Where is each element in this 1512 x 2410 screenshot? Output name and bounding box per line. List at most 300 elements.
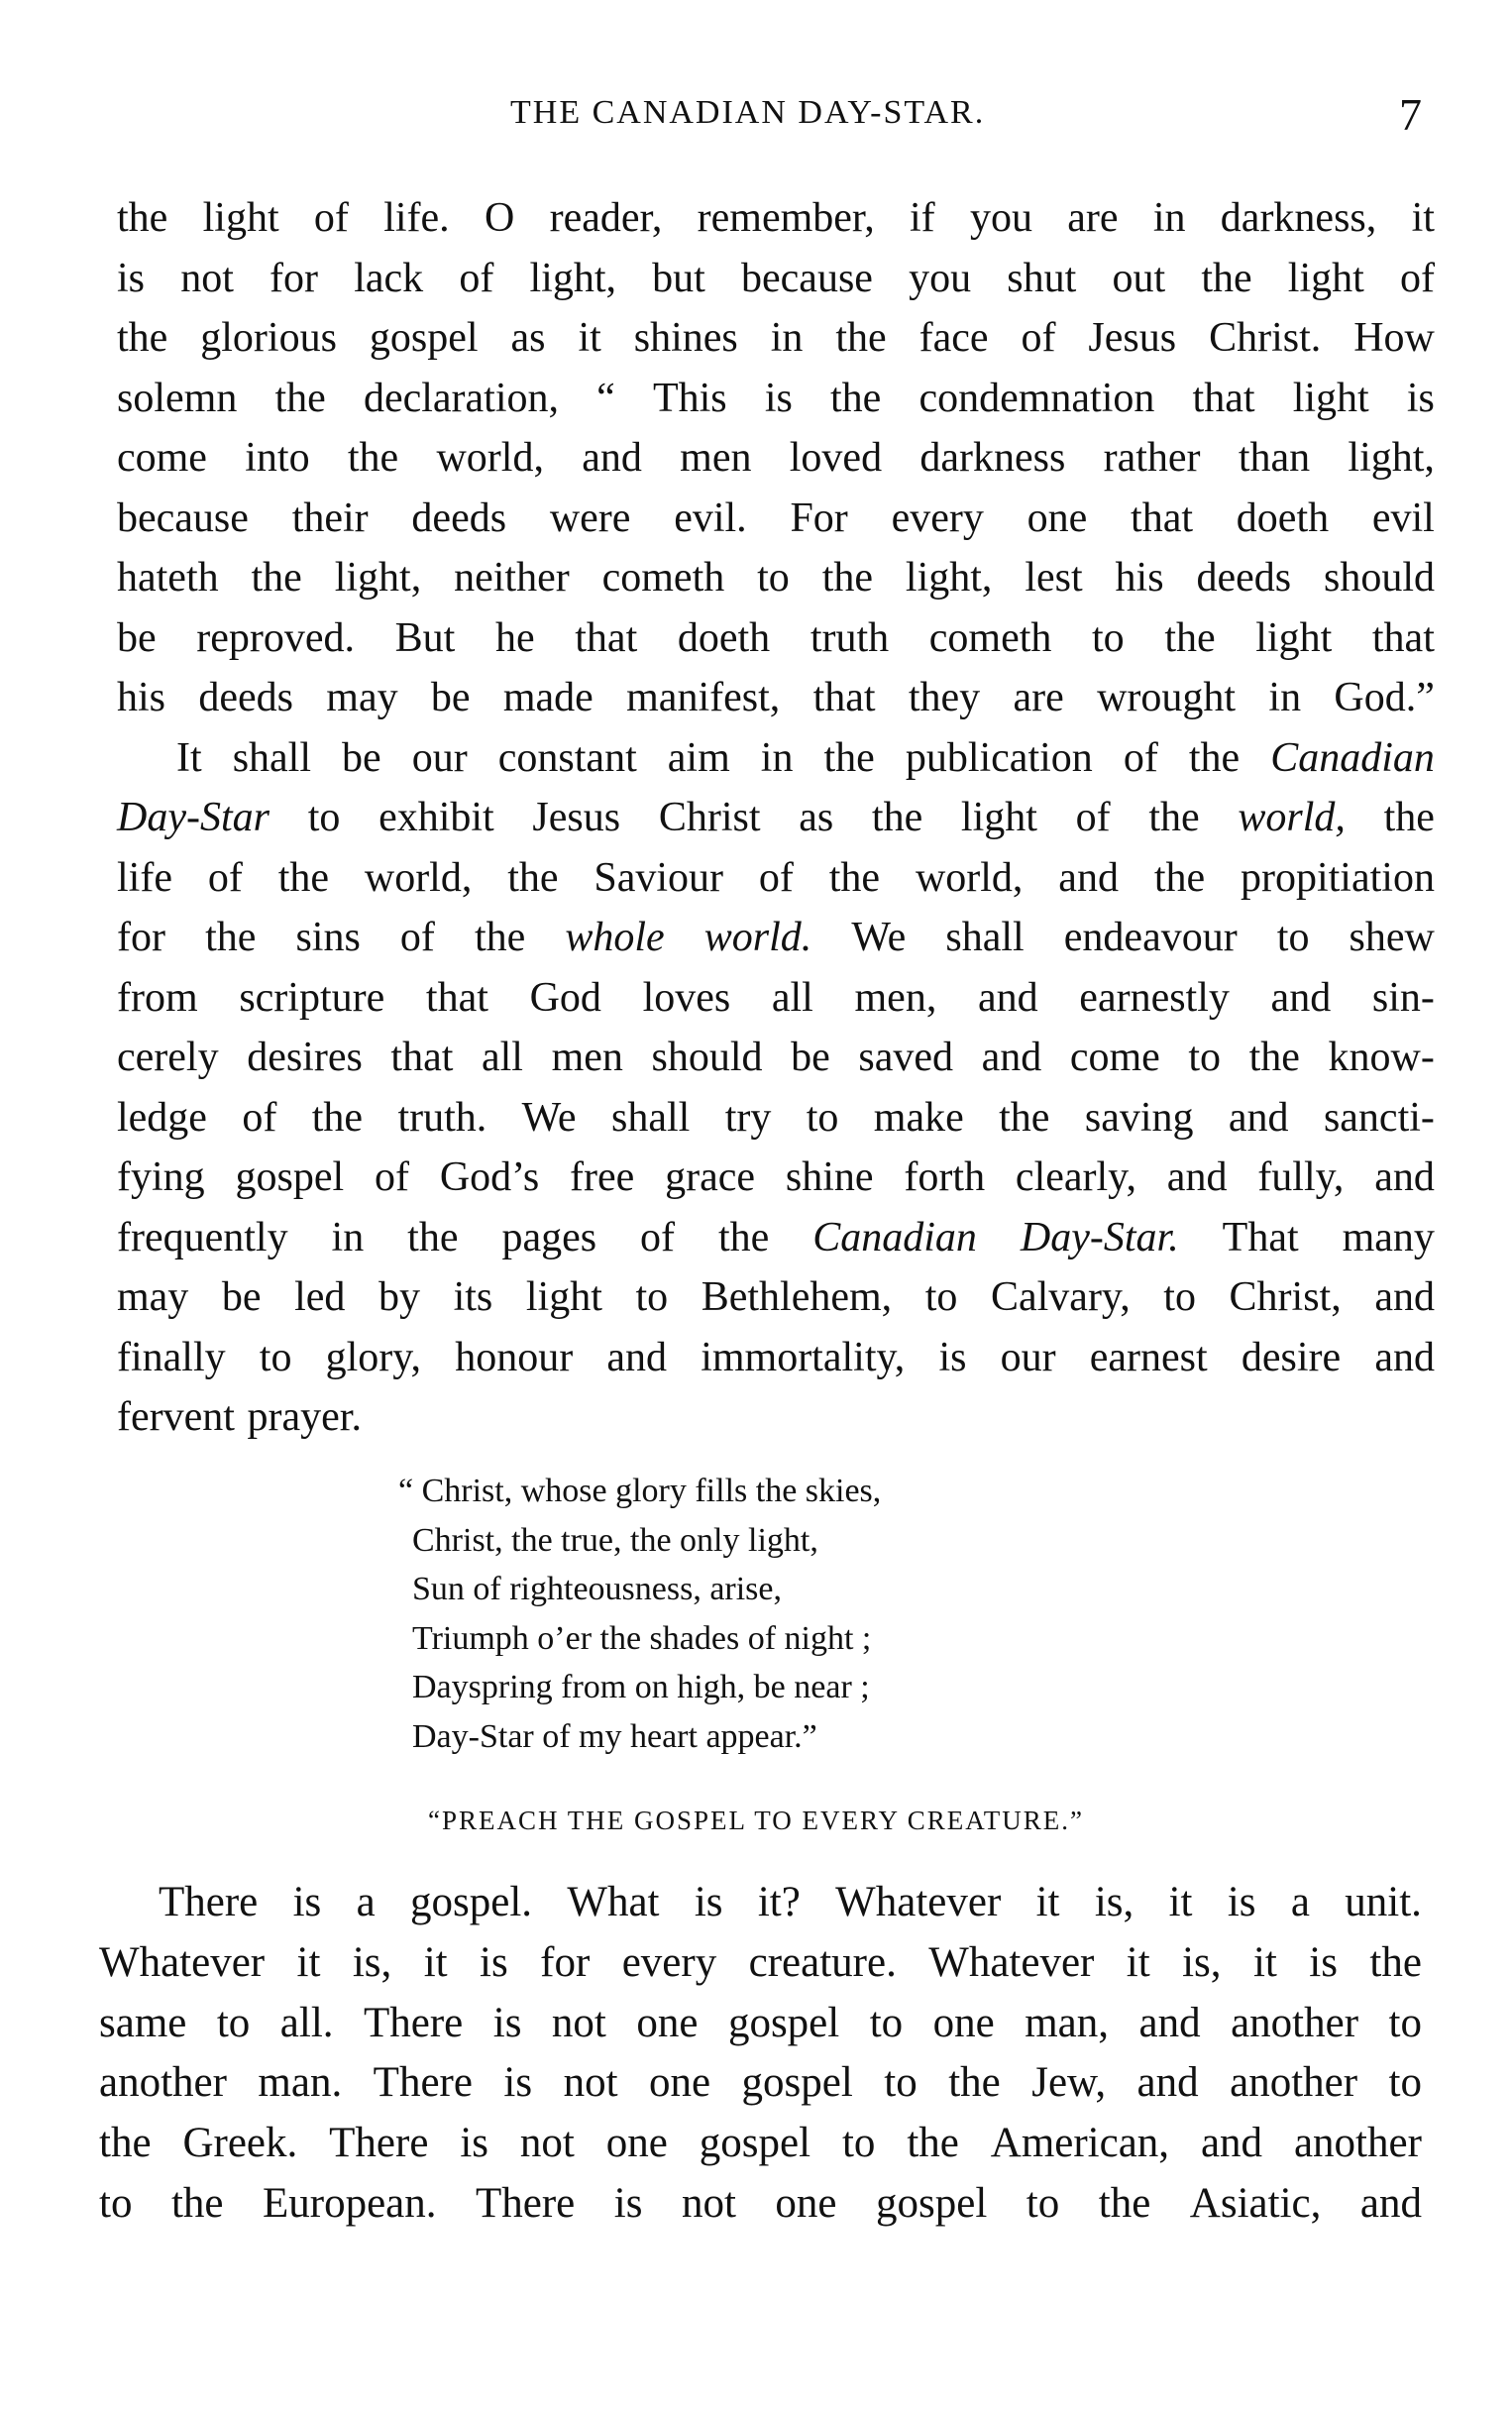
text-line [117, 908, 1435, 968]
word: and [1058, 854, 1119, 901]
word: world, [364, 854, 473, 901]
word: all [482, 1035, 523, 1080]
text-line [117, 1387, 1435, 1448]
word: reader, [549, 195, 663, 241]
word: Bethlehem, [701, 1274, 893, 1320]
word: man. [258, 2059, 343, 2107]
word: its [453, 1274, 493, 1320]
word: are [1013, 675, 1064, 720]
word: and [1136, 2059, 1199, 2107]
word: the [835, 315, 887, 361]
word: is [694, 1879, 723, 1925]
word: the [170, 2179, 224, 2227]
word: try [724, 1094, 772, 1141]
word: shall [232, 734, 312, 781]
word: shall [610, 1094, 691, 1141]
word: that [1192, 375, 1255, 421]
word: is [503, 2059, 533, 2107]
word: and [582, 435, 642, 481]
word: another [99, 2059, 227, 2107]
word: the [1098, 2179, 1151, 2227]
word: face [918, 315, 989, 361]
word: and [606, 1334, 668, 1380]
word: that [1131, 494, 1194, 541]
word: is [1406, 375, 1435, 421]
paragraph-aim [117, 728, 1435, 1448]
text-line [117, 308, 1435, 369]
word: is, [352, 1938, 392, 1986]
word: the [948, 2059, 1001, 2107]
word: the [1148, 795, 1200, 840]
word: shine [785, 1154, 874, 1200]
word: God’s [439, 1154, 540, 1200]
word: fervent [117, 1394, 235, 1440]
word: the [823, 734, 875, 781]
word: gospel [876, 2179, 988, 2227]
word: in [331, 1214, 365, 1260]
word: light, [1348, 435, 1435, 481]
word: is [764, 375, 793, 421]
word: one [775, 2179, 837, 2227]
word: “ [596, 375, 615, 421]
word: to [924, 1274, 958, 1320]
word: the [1188, 734, 1241, 781]
word: were [549, 494, 631, 541]
word: the [829, 375, 882, 421]
word: and [1374, 1334, 1435, 1380]
text-line [117, 1028, 1435, 1088]
word: the [474, 915, 526, 960]
word: loves [642, 974, 731, 1021]
word: world, [436, 435, 544, 481]
word: to [259, 1334, 292, 1380]
word: it [296, 1938, 321, 1986]
word: men [551, 1035, 623, 1080]
word: of [1123, 734, 1158, 781]
word: saving [1084, 1094, 1194, 1141]
text-line [99, 1873, 1422, 1933]
word: Christ, [1229, 1274, 1342, 1320]
word: same [99, 1999, 187, 2046]
word: of [758, 854, 794, 901]
word: and [1228, 1094, 1289, 1141]
word: to [1188, 1035, 1222, 1080]
word: truth. [397, 1094, 487, 1141]
word: he [494, 614, 535, 661]
word: glorious [200, 315, 337, 361]
word: you [909, 255, 972, 301]
word: be [221, 1274, 262, 1320]
word: Christ [658, 795, 761, 840]
word: endeavour [1063, 915, 1238, 960]
word: Canadian [1270, 734, 1435, 781]
word: forth [904, 1154, 986, 1200]
word: desire [1241, 1334, 1342, 1380]
word: in [770, 315, 804, 361]
word: but [652, 255, 705, 301]
word: creature. [748, 1938, 897, 1986]
text-line [117, 188, 1435, 249]
word: reproved. [196, 614, 356, 661]
word: the [507, 854, 559, 901]
word: fying [117, 1154, 205, 1200]
word: is [460, 2120, 489, 2167]
word: is [492, 1999, 522, 2046]
word: it [1035, 1879, 1060, 1925]
word: not [551, 1999, 606, 2046]
word: gospel [235, 1154, 345, 1200]
word: light, [905, 555, 993, 601]
word: declaration, [363, 375, 560, 421]
word: whole [565, 915, 665, 960]
word: Calvary, [990, 1274, 1131, 1320]
word: to [1388, 2059, 1422, 2107]
word: one [636, 1999, 699, 2046]
word: it [578, 315, 601, 361]
word: finally [117, 1334, 226, 1380]
word: glory, [325, 1334, 422, 1380]
word: gospel [699, 2120, 811, 2167]
word: world. [703, 915, 812, 960]
word: be [791, 1035, 830, 1080]
word: one [932, 1999, 995, 2046]
word: We [851, 915, 907, 960]
word: the [1153, 854, 1206, 901]
word: and [981, 1035, 1042, 1080]
word: the [311, 1094, 364, 1141]
word: and [1138, 1999, 1201, 2046]
word: is [117, 255, 146, 301]
word: to [757, 555, 790, 601]
verse-line: Sun of righteousness, arise, [412, 1571, 783, 1607]
word: Whatever [928, 1938, 1095, 1986]
word: is [292, 1879, 322, 1925]
word: evil [1371, 494, 1435, 541]
word: light [960, 795, 1037, 840]
section-body [99, 1873, 1422, 2235]
word: should [1323, 555, 1435, 601]
word: to [869, 1999, 904, 2046]
word: fully, [1257, 1154, 1345, 1200]
word: rather [1103, 435, 1201, 481]
word: be [430, 675, 471, 720]
word: Whatever [835, 1879, 1002, 1925]
word: that [812, 675, 876, 720]
word: his [1115, 555, 1164, 601]
word: Jew, [1031, 2059, 1107, 2107]
text-line [117, 1208, 1435, 1268]
hymn-verse [398, 1467, 1092, 1761]
word: that [425, 974, 488, 1021]
word: shew [1349, 915, 1435, 960]
word: Jesus [1088, 315, 1177, 361]
word: of [1075, 795, 1111, 840]
word: deeds [411, 494, 507, 541]
word: neither [454, 555, 570, 601]
word: is, [1094, 1879, 1134, 1925]
word: of [1399, 255, 1435, 301]
text-line [117, 489, 1435, 549]
word: gospel [727, 1999, 840, 2046]
word: should [651, 1035, 763, 1080]
text-line [99, 2053, 1422, 2114]
word: and [1374, 1274, 1435, 1320]
word: to [216, 1999, 251, 2046]
word: of [375, 1154, 409, 1200]
word: clearly, [1015, 1154, 1136, 1200]
word: to [1163, 1274, 1196, 1320]
word: make [873, 1094, 964, 1141]
verse-line: “ Christ, whose glory fills the skies, [398, 1473, 882, 1509]
word: light [525, 1274, 602, 1320]
word: may [326, 675, 398, 720]
word: his [117, 675, 166, 720]
word: the [907, 2120, 959, 2167]
word: one [605, 2120, 668, 2167]
word: is [1309, 1938, 1338, 1986]
word: light [1255, 614, 1333, 661]
word: shall [945, 915, 1025, 960]
word: truth [810, 614, 890, 661]
word: It [176, 734, 202, 781]
word: manifest, [626, 675, 781, 720]
word: be [342, 734, 381, 781]
word: For [790, 494, 848, 541]
word: another [1231, 1999, 1359, 2046]
word: O [484, 195, 515, 241]
word: to [1276, 915, 1310, 960]
word: pages [501, 1214, 597, 1260]
word: to [99, 2179, 133, 2227]
word: come [1069, 1035, 1160, 1080]
word: men [680, 435, 752, 481]
word: if [910, 195, 935, 241]
word: the [999, 1094, 1050, 1141]
word: God.” [1334, 675, 1435, 720]
word: to [1092, 614, 1125, 661]
word: ledge [117, 1094, 207, 1141]
word: is [938, 1334, 967, 1380]
word: Asiatic, [1189, 2179, 1322, 2227]
word: to [1388, 1999, 1422, 2046]
word: not [681, 2179, 736, 2227]
word: That [1222, 1214, 1299, 1260]
word: every [621, 1938, 717, 1986]
word: wrought [1097, 675, 1237, 720]
word: American, [990, 2120, 1170, 2167]
verse-line: Day-Star of my heart appear.” [412, 1717, 817, 1755]
word: the [274, 375, 326, 421]
text-line [117, 1267, 1435, 1328]
word: lack [354, 255, 424, 301]
word: the [277, 854, 329, 901]
word: immortality, [701, 1334, 906, 1380]
word: not [519, 2120, 575, 2167]
word: life. [383, 195, 450, 241]
word: the [717, 1214, 770, 1260]
word: that [1371, 614, 1435, 661]
text-line [117, 788, 1435, 848]
word: is, [1182, 1938, 1222, 1986]
word: of [399, 915, 435, 960]
word: desires [247, 1035, 363, 1080]
text-line [99, 1933, 1422, 1994]
word: How [1353, 315, 1435, 361]
word: the [1248, 1035, 1300, 1080]
word: life [117, 854, 172, 901]
word: many [1342, 1214, 1435, 1260]
word: as [510, 315, 546, 361]
verse-line: Christ, the true, the only light, [412, 1521, 818, 1559]
word: their [291, 494, 369, 541]
word: our [411, 734, 468, 781]
word: to [884, 2059, 918, 2107]
word: light [202, 195, 279, 241]
word: the [1164, 614, 1216, 661]
page-number: 7 [1399, 89, 1422, 140]
word: made [502, 675, 594, 720]
word: in [1268, 675, 1302, 720]
word: you [969, 195, 1032, 241]
word: the [117, 195, 168, 241]
word: and [1200, 2120, 1263, 2167]
word: scripture [239, 974, 385, 1021]
word: one [648, 2059, 711, 2107]
word: it [1168, 1879, 1193, 1925]
word: it [423, 1938, 448, 1986]
word: God [529, 974, 601, 1021]
word: man, [1025, 1999, 1110, 2046]
word: of [1021, 315, 1056, 361]
text-line [117, 548, 1435, 608]
word: the [347, 435, 399, 481]
word: solemn [117, 375, 238, 421]
text-line [99, 1994, 1422, 2054]
text-line [117, 1328, 1435, 1388]
word: be [117, 614, 157, 661]
word: This [652, 375, 727, 421]
word: in [1152, 195, 1186, 241]
word: There [159, 1879, 259, 1925]
word: Saviour [594, 854, 724, 901]
word: the [1201, 255, 1252, 301]
word: that [390, 1035, 454, 1080]
word: and [1359, 2179, 1422, 2227]
word: Jesus [532, 795, 621, 840]
word: the [99, 2120, 152, 2167]
verse-line: Dayspring from on high, be near ; [412, 1669, 870, 1705]
word: world, [1238, 795, 1346, 840]
word: is [480, 1938, 508, 1986]
word: the [1383, 795, 1435, 840]
word: Canadian [812, 1214, 977, 1260]
word: another [1230, 2059, 1358, 2107]
word: sins [295, 915, 361, 960]
word: of [459, 255, 494, 301]
word: sancti- [1323, 1094, 1435, 1141]
word: know- [1328, 1035, 1435, 1080]
text-line [117, 848, 1435, 909]
word: in [760, 734, 794, 781]
word: earnestly [1079, 974, 1230, 1021]
word: Day-Star. [1020, 1214, 1179, 1260]
word: and [1374, 1154, 1435, 1200]
word: out [1112, 255, 1166, 301]
word: sin- [1371, 974, 1435, 1021]
word: But [394, 614, 456, 661]
word: remember, [697, 195, 875, 241]
word: deeds [198, 675, 293, 720]
word: because [117, 494, 249, 541]
word: constant [497, 734, 637, 781]
word: cometh [928, 614, 1052, 661]
word: to [635, 1274, 669, 1320]
word: light [1292, 375, 1369, 421]
word: doeth [677, 614, 771, 661]
word: light, [529, 255, 616, 301]
word: they [908, 675, 981, 720]
word: honour [455, 1334, 574, 1380]
word: for [540, 1938, 591, 1986]
text-line [117, 1148, 1435, 1208]
word: not [180, 255, 234, 301]
text-line [117, 668, 1435, 728]
word: of [207, 854, 243, 901]
word: all. [279, 1999, 334, 2046]
word: world, [915, 854, 1024, 901]
word: condemnation [918, 375, 1155, 421]
verse-line: Triumph o’er the shades of night ; [412, 1619, 872, 1657]
word: it? [757, 1879, 801, 1925]
running-head [0, 89, 1512, 154]
word: are [1067, 195, 1119, 241]
word: light, [334, 555, 422, 601]
text-line [99, 2114, 1422, 2174]
word: our [1000, 1334, 1056, 1380]
text-line [117, 728, 1435, 789]
word: lest [1025, 555, 1083, 601]
word: led [294, 1274, 346, 1320]
word: and [1270, 974, 1332, 1021]
text-line [117, 968, 1435, 1029]
word: What [567, 1879, 660, 1925]
word: Greek. [182, 2120, 298, 2167]
word: shines [633, 315, 738, 361]
word: doeth [1236, 494, 1330, 541]
word: is [613, 2179, 643, 2227]
word: come [117, 435, 207, 481]
word: the [821, 555, 874, 601]
word: than [1238, 435, 1311, 481]
word: it [1411, 195, 1435, 241]
word: it [1252, 1938, 1277, 1986]
word: the [117, 315, 168, 361]
word: one [1026, 494, 1088, 541]
word: Christ. [1209, 315, 1322, 361]
word: because [741, 255, 873, 301]
word: propitiation [1240, 854, 1435, 901]
word: every [891, 494, 984, 541]
word: deeds [1196, 555, 1292, 601]
word: earnest [1089, 1334, 1208, 1380]
word: free [570, 1154, 635, 1200]
word: the [1369, 1938, 1422, 1986]
text-line [117, 249, 1435, 309]
word: as [799, 795, 834, 840]
word: to [307, 795, 341, 840]
word: gospel. [410, 1879, 533, 1925]
word: unit. [1345, 1879, 1422, 1925]
